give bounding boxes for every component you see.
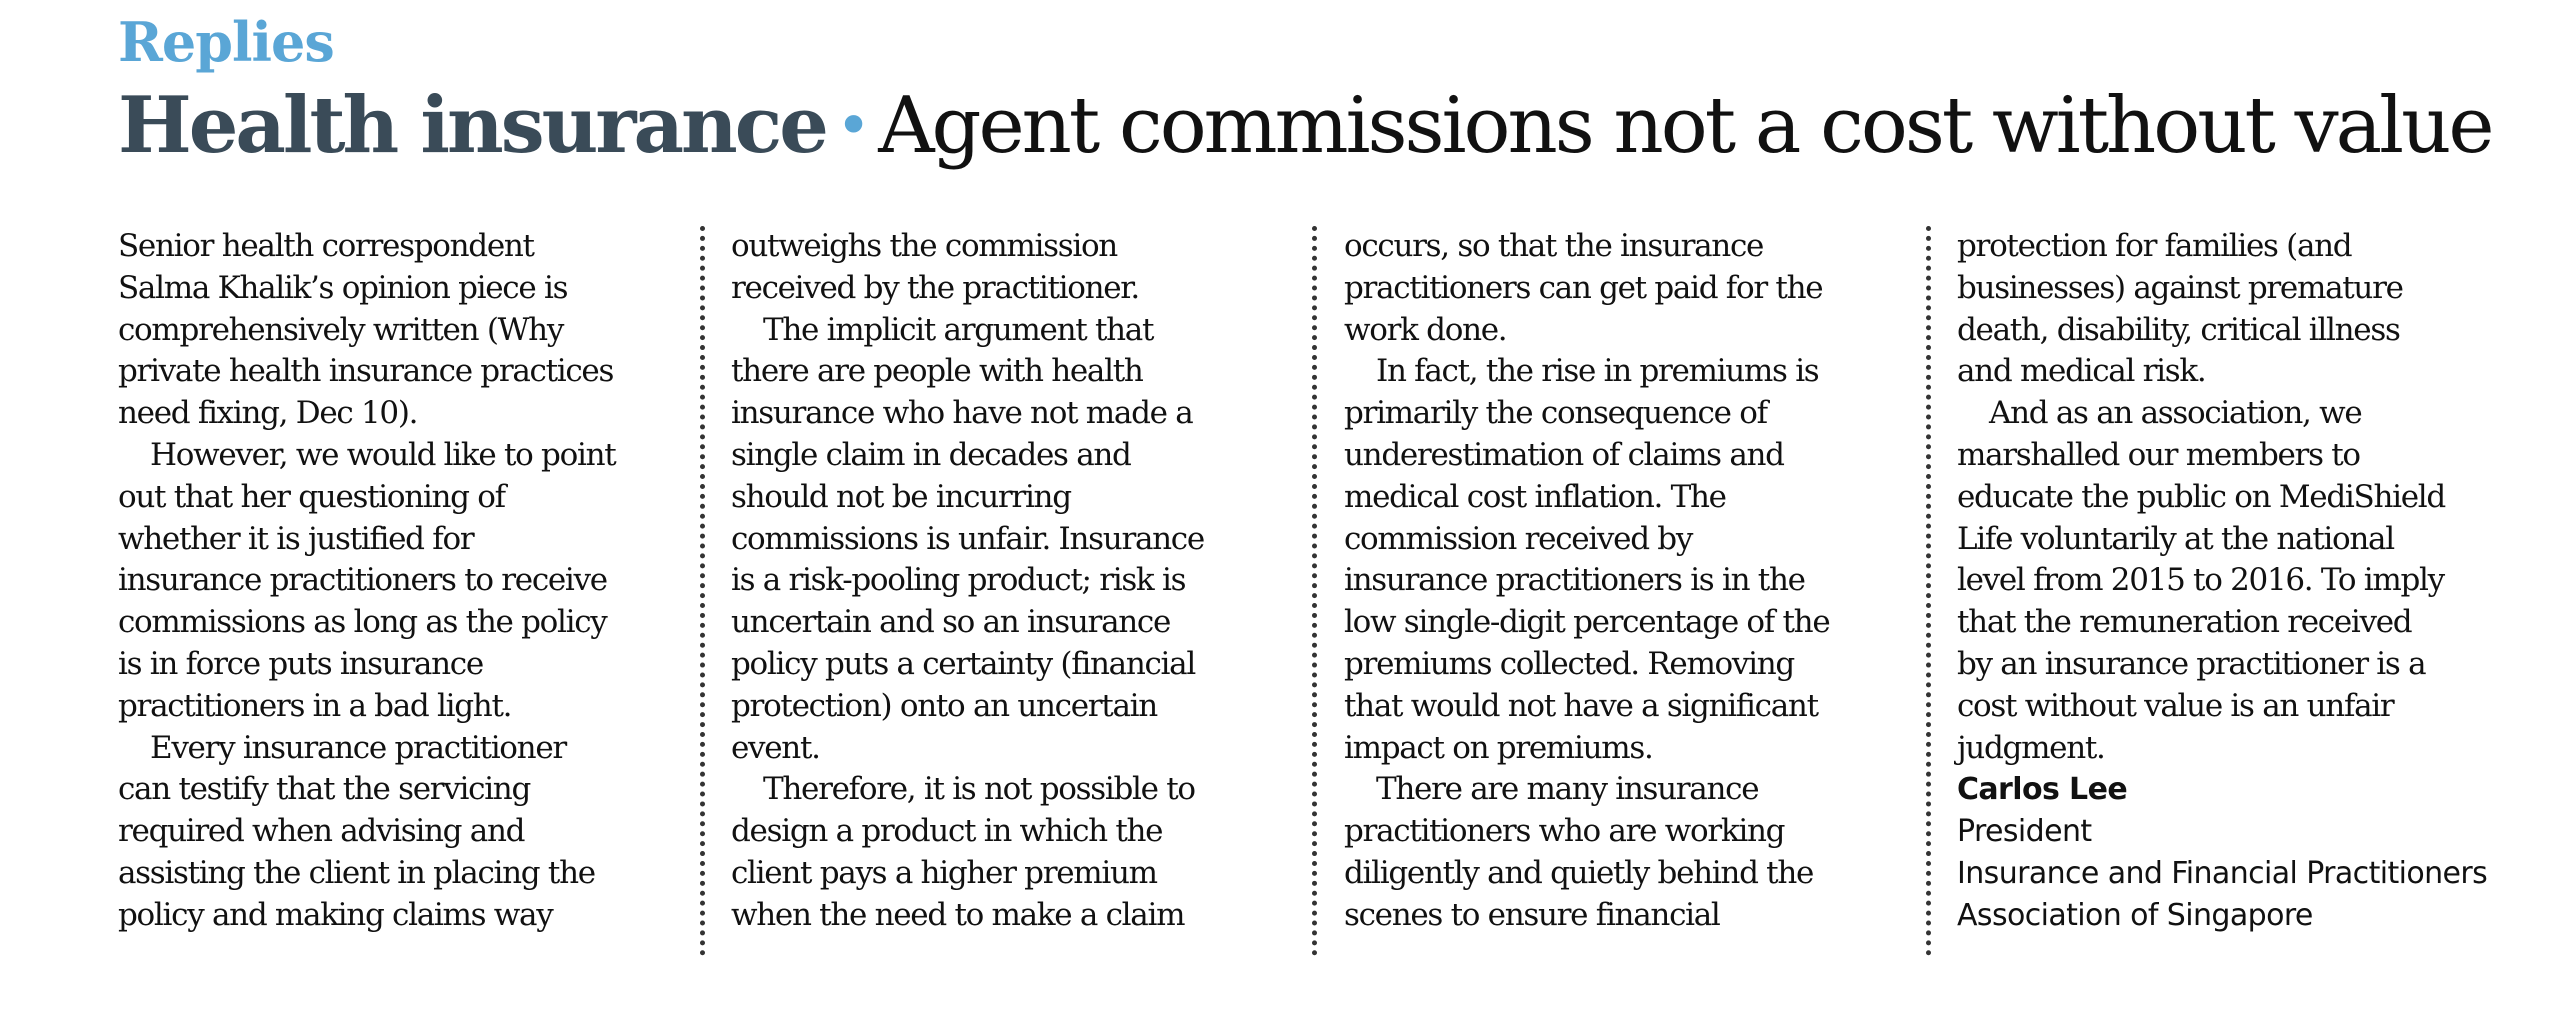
body-line: private health insurance practices (118, 353, 614, 390)
body-line: cost without value is an unfair (1957, 687, 2394, 724)
body-line: There are many insurance (1376, 771, 1759, 808)
body-line: uncertain and so an insurance (731, 604, 1171, 641)
column-divider-2 (1312, 226, 1317, 956)
body-line: Every insurance practitioner (150, 729, 566, 766)
body-line: that the remuneration received (1957, 604, 2412, 641)
section-kicker: Replies (118, 10, 334, 74)
body-line: out that her questioning of (118, 478, 505, 515)
body-line: practitioners who are working (1344, 813, 1785, 850)
body-line: work done. (1344, 311, 1507, 348)
signature-role: President (1957, 814, 2092, 850)
body-line: protection for families (and (1957, 228, 2352, 264)
body-line: comprehensively written (Why (118, 311, 564, 348)
body-line: judgment. (1957, 729, 2105, 766)
body-line: policy puts a certainty (financial (731, 645, 1195, 682)
body-line: event. (731, 729, 820, 766)
body-line: when the need to make a claim (731, 896, 1185, 933)
column-2 (731, 226, 1301, 961)
body-line: outweighs the commission (731, 228, 1117, 264)
body-line: primarily the consequence of (1344, 395, 1767, 432)
column-3 (1344, 226, 1914, 961)
headline-separator: • (835, 91, 869, 161)
headline-topic: Health insurance (118, 80, 826, 171)
body-line: medical cost inflation. The (1344, 478, 1726, 515)
body-line: The implicit argument that (763, 311, 1154, 348)
body-line: is a risk-pooling product; risk is (731, 562, 1186, 599)
body-line: occurs, so that the insurance (1344, 228, 1764, 264)
body-line: Salma Khalik’s opinion piece is (118, 269, 568, 306)
body-line: death, disability, critical illness (1957, 311, 2400, 348)
body-line: and medical risk. (1957, 353, 2206, 390)
body-line: underestimation of claims and (1344, 436, 1784, 473)
body-line: marshalled our members to (1957, 436, 2360, 473)
body-line: by an insurance practitioner is a (1957, 645, 2426, 682)
body-line: commissions as long as the policy (118, 604, 607, 641)
body-line: insurance practitioners is in the (1344, 562, 1805, 599)
body-line: single claim in decades and (731, 436, 1131, 473)
column-divider-1 (700, 226, 705, 956)
body-line: diligently and quietly behind the (1344, 854, 1814, 891)
signature-org-line-2: Association of Singapore (1957, 897, 2313, 933)
body-line: impact on premiums. (1344, 729, 1653, 766)
body-line: premiums collected. Removing (1344, 645, 1794, 682)
body-line: low single-digit percentage of the (1344, 604, 1830, 641)
column-1 (118, 226, 688, 961)
body-line: scenes to ensure financial (1344, 896, 1720, 933)
headline-title: Agent commissions not a cost without value (878, 81, 2492, 171)
body-line: educate the public on MediShield (1957, 478, 2445, 515)
body-line: can testify that the servicing (118, 771, 531, 808)
body-line: insurance practitioners to receive (118, 562, 607, 599)
body-line: protection) onto an uncertain (731, 687, 1157, 724)
body-line: Therefore, it is not possible to (763, 771, 1195, 808)
body-line: should not be incurring (731, 478, 1071, 515)
body-line: need fixing, Dec 10). (118, 395, 418, 432)
body-line: policy and making claims way (118, 896, 553, 933)
body-line: And as an association, we (1989, 395, 2362, 432)
signature-org-line-1: Insurance and Financial Practitioners (1957, 855, 2488, 891)
signature-block (1957, 769, 2527, 936)
body-line: client pays a higher premium (731, 854, 1157, 891)
body-line: businesses) against premature (1957, 269, 2403, 306)
body-line: Senior health correspondent (118, 228, 534, 264)
signature-name: Carlos Lee (1957, 772, 2128, 808)
body-line: However, we would like to point (150, 436, 616, 473)
headline (118, 72, 2492, 186)
body-line: received by the practitioner. (731, 269, 1139, 306)
column-4 (1957, 226, 2527, 961)
body-line: whether it is justified for (118, 520, 474, 557)
body-line: level from 2015 to 2016. To imply (1957, 562, 2444, 599)
body-line: that would not have a significant (1344, 687, 1818, 724)
body-line: design a product in which the (731, 813, 1163, 850)
body-line: practitioners in a bad light. (118, 687, 512, 724)
body-line: is in force puts insurance (118, 645, 483, 682)
body-line: In fact, the rise in premiums is (1376, 353, 1819, 390)
body-line: assisting the client in placing the (118, 854, 595, 891)
column-divider-3 (1926, 226, 1931, 956)
body-line: commission received by (1344, 520, 1693, 557)
body-line: there are people with health (731, 353, 1143, 390)
body-line: required when advising and (118, 813, 525, 850)
body-line: insurance who have not made a (731, 395, 1193, 432)
body-columns (118, 226, 2508, 961)
body-line: practitioners can get paid for the (1344, 269, 1823, 306)
body-line: commissions is unfair. Insurance (731, 520, 1204, 557)
body-line: Life voluntarily at the national (1957, 520, 2394, 557)
